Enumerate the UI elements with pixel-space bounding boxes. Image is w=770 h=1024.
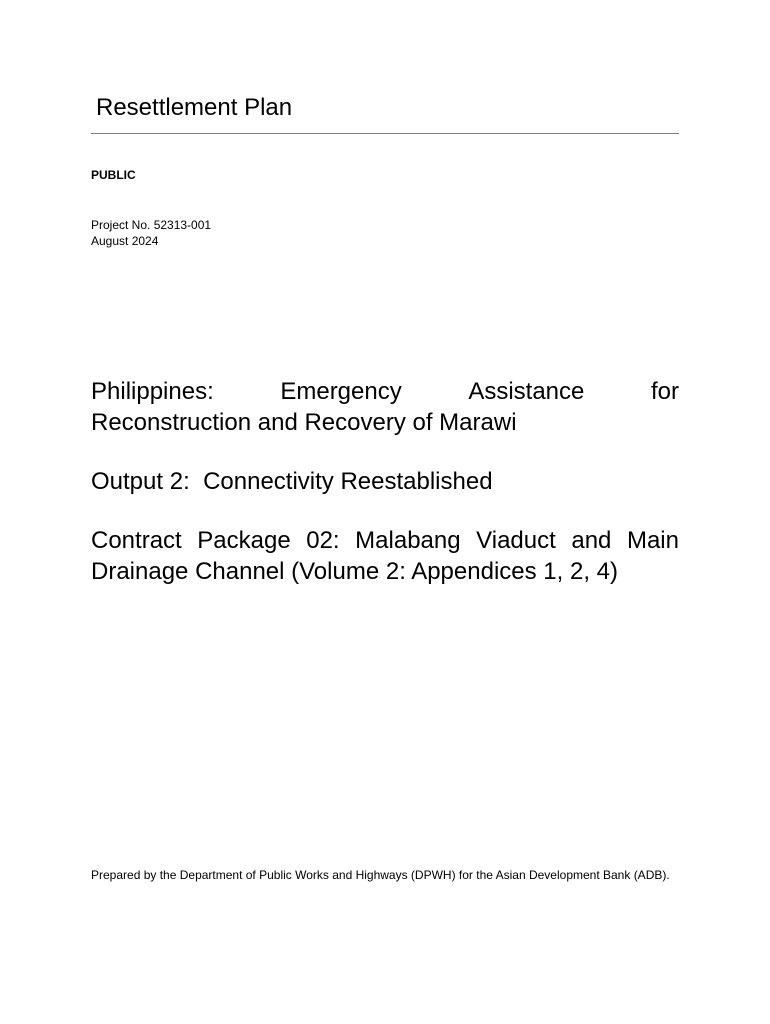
prepared-by-statement: Prepared by the Department of Public Works and Highways (DPWH) for the Asian Development Bank (ADB). xyxy=(91,868,670,882)
contract-word: and xyxy=(571,527,612,554)
document-type-heading: Resettlement Plan xyxy=(96,94,293,121)
project-meta xyxy=(91,217,211,249)
title-line-2: Reconstruction and Recovery of Marawi xyxy=(91,409,517,436)
title-word: Emergency xyxy=(280,378,402,405)
title-block xyxy=(91,376,679,615)
classification-label: PUBLIC xyxy=(91,168,136,182)
title-word: Philippines: xyxy=(91,378,214,405)
contract-line-1 xyxy=(91,525,679,556)
contract-word: Malabang xyxy=(355,527,461,554)
contract-line-2: Drainage Channel (Volume 2: Appendices 1, 2, 4) xyxy=(91,558,619,585)
output-text: Output 2: Connectivity Reestablished xyxy=(91,468,493,495)
document-date: August 2024 xyxy=(91,234,159,248)
contract-word: 02: xyxy=(306,527,340,554)
contract-word: Main xyxy=(626,527,679,554)
header-divider xyxy=(91,133,679,134)
document-title xyxy=(91,376,679,438)
contract-word: Viaduct xyxy=(476,527,556,554)
contract-package-heading xyxy=(91,525,679,587)
contract-word: Contract xyxy=(91,527,182,554)
title-word: Assistance xyxy=(468,378,585,405)
title-line-1 xyxy=(91,376,679,407)
title-word: for xyxy=(650,378,679,405)
contract-word: Package xyxy=(197,527,291,554)
output-heading xyxy=(91,466,679,497)
project-number: Project No. 52313-001 xyxy=(91,218,212,232)
